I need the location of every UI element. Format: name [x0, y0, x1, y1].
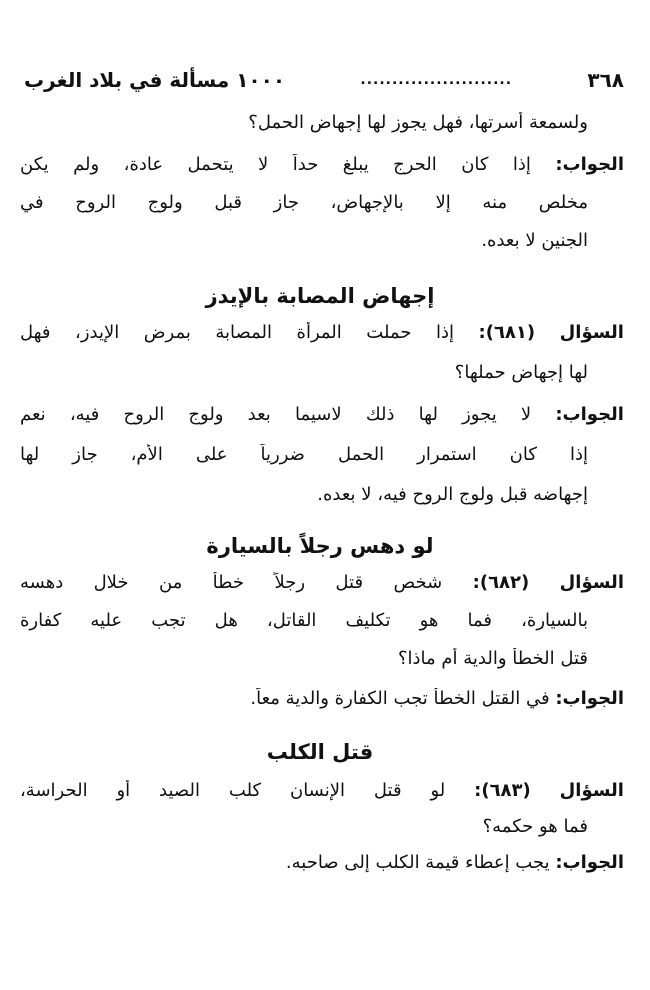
answer-label: الجواب:: [555, 404, 624, 425]
question-text: بالسيارة، فما هو تكليف القاتل، هل تجب عليه كفارة: [20, 610, 588, 631]
question-line: [20, 648, 588, 669]
answer-text: إجهاضه قبل ولوج الروح فيه، لا بعده.: [317, 484, 588, 505]
page-header: [24, 62, 624, 98]
question-text: ولسمعة أسرتها، فهل يجوز لها إجهاض الحمل؟: [248, 112, 588, 133]
answer-line: [20, 192, 588, 213]
book-title: ١٠٠٠ مسألة في بلاد الغرب: [24, 68, 286, 92]
header-leader-dots: ........................: [360, 72, 513, 88]
question-label: السؤال: [559, 780, 624, 801]
answer-line: [20, 230, 588, 251]
question-text: إذا حملت المرأة المصابة بمرض الإيدز، فهل: [20, 322, 454, 343]
question-label: السؤال: [559, 572, 624, 593]
answer-text: لا يجوز لها ذلك لاسيما بعد ولوج الروح فيه، نعم: [20, 404, 532, 425]
answer-text: إذا كان الحرج يبلغ حداً لا يتحمل عادة، ولم يكن: [20, 154, 531, 175]
question-text: فما هو حكمه؟: [482, 816, 588, 837]
section-heading: لو دهس رجلاً بالسيارة: [206, 534, 434, 558]
answer-line: [20, 404, 624, 425]
question-line: [20, 572, 624, 593]
question-number: (٦٨٢):: [472, 572, 530, 593]
question-text: لها إجهاض حملها؟: [454, 362, 588, 383]
answer-text: مخلص منه إلا بالإجهاض، جاز قبل ولوج الروح في: [20, 192, 588, 213]
answer-line: [20, 154, 624, 175]
question-line: [20, 362, 588, 383]
answer-label: الجواب:: [555, 154, 624, 175]
answer-line: [20, 444, 588, 465]
question-text: لو قتل الإنسان كلب الصيد أو الحراسة،: [20, 780, 446, 801]
question-label: السؤال: [559, 322, 624, 343]
question-continuation-line: [20, 112, 588, 133]
section-heading: إجهاض المصابة بالإيدز: [205, 284, 435, 308]
question-text: شخص قتل رجلاً خطأ من خلال دهسه: [20, 572, 443, 593]
page-number: ٣٦٨: [587, 68, 624, 92]
section-heading: قتل الكلب: [266, 740, 374, 764]
answer-text: إذا كان استمرار الحمل ضررياً على الأم، جاز لها: [20, 444, 588, 465]
question-line: [20, 816, 588, 837]
answer-label: الجواب:: [555, 688, 624, 709]
answer-text: الجنين لا بعده.: [481, 230, 588, 251]
question-line: [20, 322, 624, 343]
question-text: قتل الخطأ والدية أم ماذا؟: [397, 648, 588, 669]
question-line: [20, 780, 624, 801]
answer-label: الجواب:: [555, 852, 624, 873]
answer-text: يجب إعطاء قيمة الكلب إلى صاحبه.: [285, 852, 550, 873]
answer-line: [20, 688, 624, 709]
answer-line: [20, 484, 588, 505]
question-number: (٦٨٣):: [474, 780, 531, 801]
question-line: [20, 610, 588, 631]
question-number: (٦٨١):: [478, 322, 536, 343]
answer-text: في القتل الخطأ تجب الكفارة والدية معاً.: [250, 688, 550, 709]
answer-line: [20, 852, 624, 873]
